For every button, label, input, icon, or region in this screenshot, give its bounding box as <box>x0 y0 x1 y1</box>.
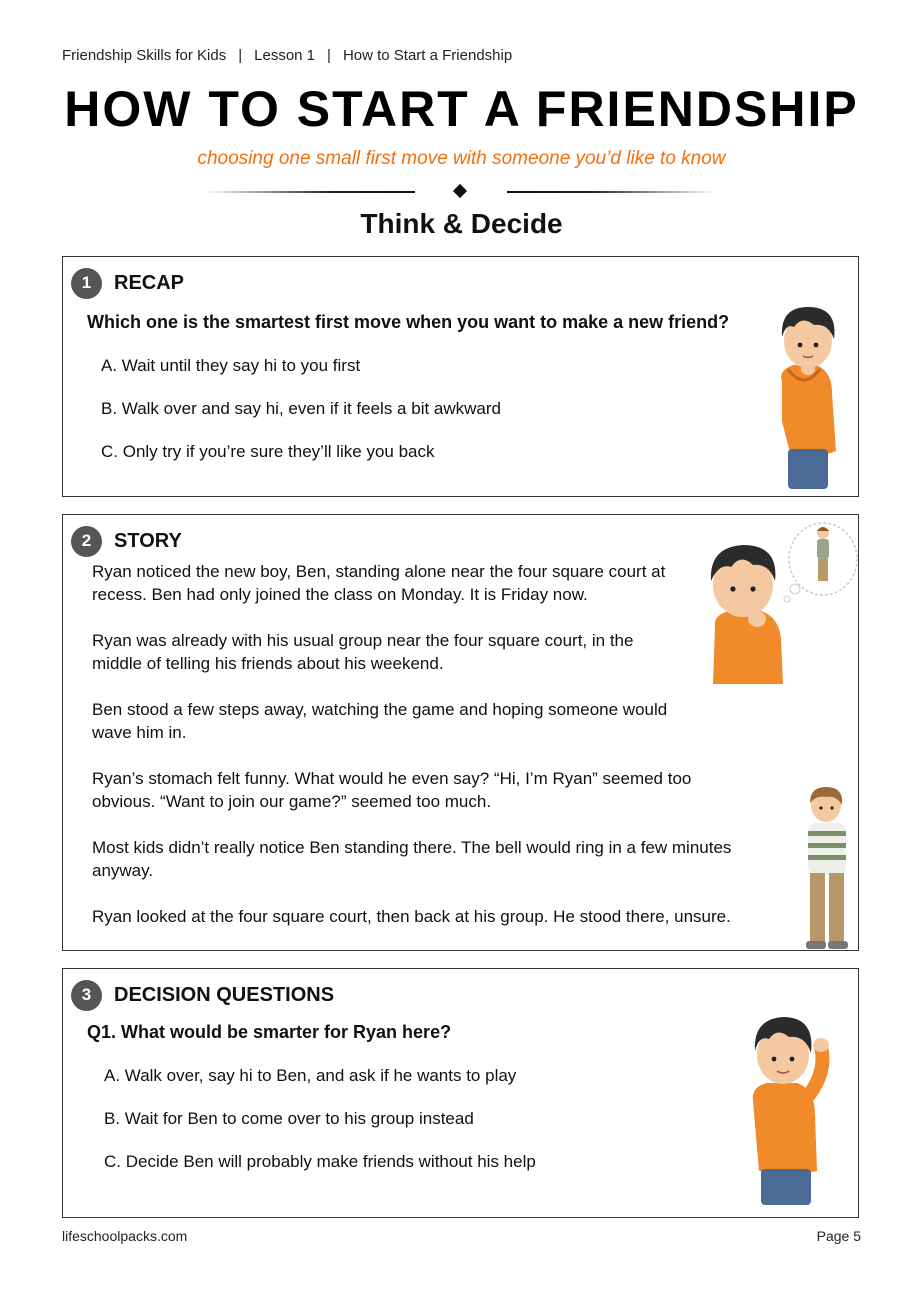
breadcrumb-separator: | <box>238 47 243 64</box>
decision-option-b[interactable]: B. Wait for Ben to come over to his group instead <box>104 1109 474 1128</box>
story-paragraph: Ryan noticed the new boy, Ben, standing alone near the four square court at recess. Ben had only joined the class on Monday. It is Friday now. <box>92 562 666 604</box>
breadcrumb-series: Friendship Skills for Kids <box>62 47 227 64</box>
ornamental-divider <box>205 183 717 201</box>
decision-card <box>62 968 859 1218</box>
decision-header <box>71 979 334 1011</box>
breadcrumb-lesson: Lesson 1 <box>254 47 316 64</box>
section-heading: Think & Decide <box>360 208 563 239</box>
story-text <box>92 560 782 951</box>
recap-card <box>62 256 859 497</box>
story-paragraph: Ben stood a few steps away, watching the game and hoping someone would wave him in. <box>92 700 668 742</box>
breadcrumb-separator: | <box>327 47 331 64</box>
ryan-thinking-illustration <box>699 519 859 684</box>
divider-line-right <box>507 191 717 193</box>
footer-website[interactable]: lifeschoolpacks.com <box>62 1228 188 1244</box>
recap-option-c[interactable]: C. Only try if you’re sure they’ll like you back <box>101 442 435 461</box>
decision-option-a[interactable]: A. Walk over, say hi to Ben, and ask if he wants to play <box>104 1066 517 1085</box>
recap-option-b[interactable]: B. Walk over and say hi, even if it feels a bit awkward <box>101 399 501 418</box>
story-paragraph: Most kids didn’t really notice Ben standing there. The bell would ring in a few minutes anyway. <box>92 838 732 880</box>
story-title: STORY <box>114 529 182 552</box>
decision-option-c[interactable]: C. Decide Ben will probably make friends without his help <box>104 1152 536 1171</box>
decision-title: DECISION QUESTIONS <box>114 983 335 1006</box>
thinking-boy-illustration <box>758 301 853 491</box>
diamond-icon <box>453 184 467 198</box>
story-paragraph: Ryan was already with his usual group near the four square court, in the middle of telling his friends about his weekend. <box>92 631 634 673</box>
recap-options <box>101 356 501 485</box>
story-card <box>62 514 859 951</box>
recap-title: RECAP <box>114 271 185 294</box>
decision-question: Q1. What would be smarter for Ryan here? <box>87 1022 452 1042</box>
recap-header <box>71 267 184 299</box>
breadcrumb-topic: How to Start a Friendship <box>342 47 513 64</box>
ryan-head-scratch-illustration <box>731 1011 843 1207</box>
divider-line-left <box>205 191 415 193</box>
section-number-badge: 1 <box>71 268 102 299</box>
page-subtitle: choosing one small first move with someone you’d like to know <box>197 148 726 169</box>
breadcrumb <box>62 47 512 64</box>
story-paragraph: Ryan’s stomach felt funny. What would he even say? “Hi, I’m Ryan” seemed too obvious. “Want to join our game?” seemed too much. <box>92 769 692 811</box>
recap-option-a[interactable]: A. Wait until they say hi to you first <box>101 356 361 375</box>
page-title: HOW TO START A FRIENDSHIP <box>64 81 859 137</box>
footer-page-number: Page 5 <box>816 1228 861 1244</box>
decision-options <box>104 1066 536 1195</box>
section-number-badge: 2 <box>71 526 102 557</box>
story-header <box>71 525 182 557</box>
story-paragraph: Ryan looked at the four square court, then back at his group. He stood there, unsure. <box>92 907 731 926</box>
recap-question: Which one is the smartest first move when you want to make a new friend? <box>87 312 730 332</box>
ben-standing-illustration <box>798 785 856 951</box>
section-number-badge: 3 <box>71 980 102 1011</box>
